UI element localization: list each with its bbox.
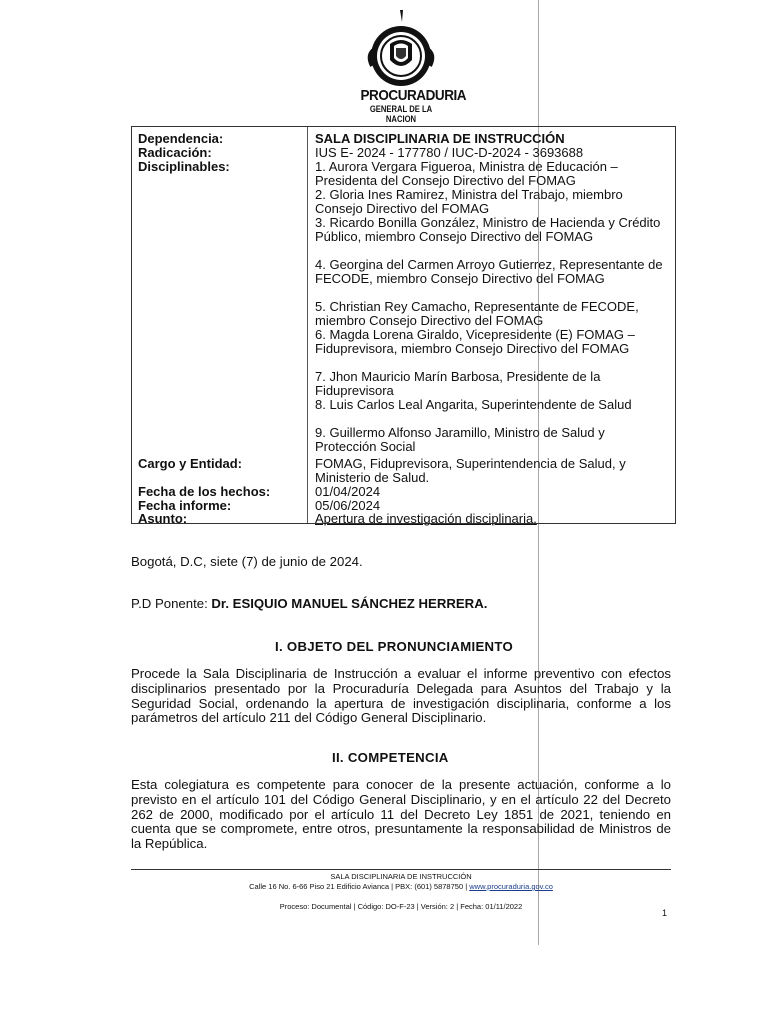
footer-divider xyxy=(131,869,671,870)
ponente-line xyxy=(131,597,671,612)
case-info-table xyxy=(131,126,676,524)
radicacion-label: Radicación: xyxy=(138,145,212,160)
logo-title: PROCURADURIA xyxy=(360,87,467,104)
scan-artifact-line xyxy=(538,0,539,945)
section-1-text: Procede la Sala Disciplinaria de Instrucción a evaluar el informe preventivo con efectos disciplinarios presentado por la Procuraduría Delegada para Asuntos del Trabajo y la Seguridad Social, ordenando la apertura de investigación disciplinaria, conforme a los parámetros del artículo 211 del Código General Disciplinario. xyxy=(131,666,671,726)
disciplinable-item: 7. Jhon Mauricio Marín Barbosa, Presidente de la Fiduprevisora xyxy=(315,369,601,398)
cargo-value: FOMAG, Fiduprevisora, Superintendencia de Salud, y Ministerio de Salud. xyxy=(315,456,626,485)
footer-process: Proceso: Documental | Código: DO-F-23 | Versión: 2 | Fecha: 01/11/2022 xyxy=(279,902,523,911)
disciplinable-item: 8. Luis Carlos Leal Angarita, Superintendente de Salud xyxy=(315,397,632,412)
asunto-label: Asunto: xyxy=(138,511,188,526)
disciplinables-label: Disciplinables: xyxy=(138,159,230,174)
procuraduria-logo xyxy=(352,8,467,124)
page-number: 1 xyxy=(662,908,668,918)
disciplinable-item: 4. Georgina del Carmen Arroyo Gutierrez, Representante de FECODE, miembro Consejo Directivo del FOMAG xyxy=(315,257,663,286)
fecha-informe-label: Fecha informe: xyxy=(138,498,232,513)
fecha-informe-value: 05/06/2024 xyxy=(315,498,381,513)
disciplinable-item: 1. Aurora Vergara Figueroa, Ministra de Educación – Presidenta del Consejo Directivo del FOMAG xyxy=(315,159,618,188)
footer-office: SALA DISCIPLINARIA DE INSTRUCCIÓN xyxy=(330,872,472,881)
ponente-name: Dr. ESIQUIO MANUEL SÁNCHEZ HERRERA. xyxy=(211,596,488,611)
footer-website-link[interactable]: www.procuraduria.gov.co xyxy=(469,882,553,891)
dependencia-label: Dependencia: xyxy=(138,131,224,146)
radicacion-value: IUS E- 2024 - 177780 / IUC-D-2024 - 3693688 xyxy=(315,145,584,160)
ponente-prefix: P.D Ponente: xyxy=(131,596,212,611)
disciplinable-item: 6. Magda Lorena Giraldo, Vicepresidente (E) FOMAG – Fiduprevisora, miembro Consejo Directivo del FOMAG xyxy=(315,327,635,356)
disciplinable-item: 9. Guillermo Alfonso Jaramillo, Ministro de Salud y Protección Social xyxy=(315,425,605,454)
asunto-value: Apertura de investigación disciplinaria. xyxy=(315,511,537,526)
logo-subtitle: GENERAL DE LA NACION xyxy=(369,104,433,124)
disciplinable-item: 5. Christian Rey Camacho, Representante de FECODE, miembro Consejo Directivo del FOMAG xyxy=(315,299,639,328)
disciplinable-item: 3. Ricardo Bonilla González, Ministro de Hacienda y Crédito Público, miembro Consejo Directivo del FOMAG xyxy=(315,215,661,244)
cargo-label: Cargo y Entidad: xyxy=(138,456,243,471)
footer-address xyxy=(131,882,671,891)
coat-of-arms-icon xyxy=(352,8,452,88)
section-1-title: I. OBJETO DEL PRONUNCIAMIENTO xyxy=(275,639,514,654)
table-divider xyxy=(307,127,308,523)
disciplinable-item: 2. Gloria Ines Ramirez, Ministra del Trabajo, miembro Consejo Directivo del FOMAG xyxy=(315,187,623,216)
fecha-hechos-value: 01/04/2024 xyxy=(315,484,381,499)
dependencia-value: SALA DISCIPLINARIA DE INSTRUCCIÓN xyxy=(315,131,565,146)
fecha-hechos-label: Fecha de los hechos: xyxy=(138,484,271,499)
section-2-title: II. COMPETENCIA xyxy=(332,750,449,765)
section-2-text: Esta colegiatura es competente para conocer de la presente actuación, conforme a lo previsto en el artículo 101 del Código General Disciplinario, y en el artículo 22 del Decreto 262 de 2000, modificado por el artículo 11 del Decreto Ley 1851 de 2021, teniendo en cuenta que se compromete, entre otros, presuntamente la responsabilidad de Ministros de la República. xyxy=(131,777,671,852)
place-date: Bogotá, D.C, siete (7) de junio de 2024. xyxy=(131,554,363,569)
footer-address-text: Calle 16 No. 6-66 Piso 21 Edificio Avianca | PBX: (601) 5878750 | xyxy=(249,882,470,891)
